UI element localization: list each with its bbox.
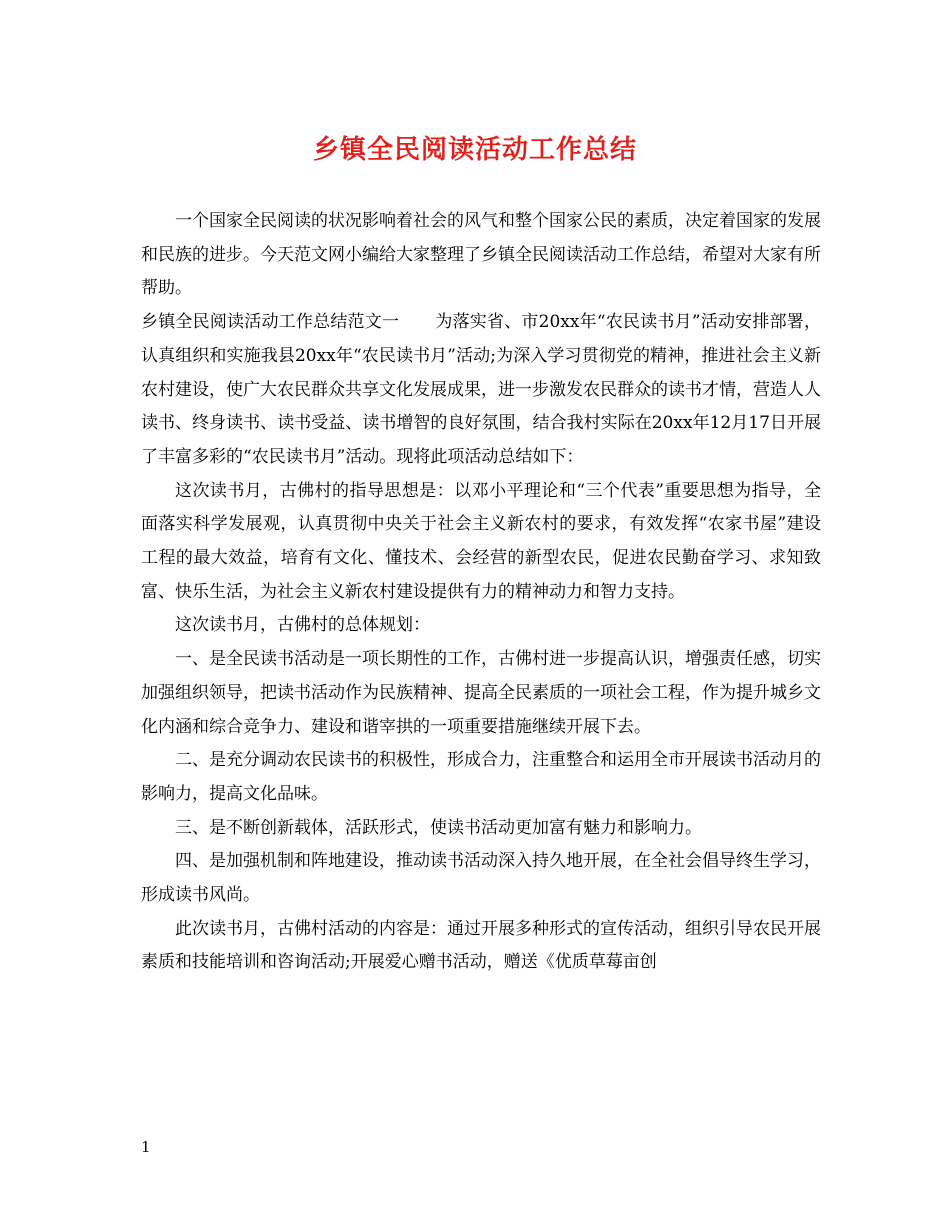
- plan-item-4-paragraph: 四、是加强机制和阵地建设，推动读书活动深入持久地开展，在全社会倡导终生学习，形成读书风尚。: [141, 851, 821, 906]
- document-title: 乡镇全民阅读活动工作总结: [312, 135, 637, 165]
- page-number: 1: [141, 1138, 151, 1156]
- plan-item-1-paragraph: 一、是全民读书活动是一项长期性的工作，古佛村进一步提高认识，增强责任感，切实加强组织领导，把读书活动作为民族精神、提高全民素质的一项社会工程，作为提升城乡文化内涵和综合竞争力、建设和谐宰拱的一项重要措施继续开展下去。: [141, 649, 821, 737]
- section-text: 为落实省、市20xx年“农民读书月”活动安排部署，认真组织和实施我县20xx年“农民读书月”活动;为深入学习贯彻党的精神，推进社会主义新农村建设，使广大农民群众共享文化发展成果，进一步激发农民群众的读书才情，营造人人读书、终身读书、读书受益、读书增智的良好氛围，结合我村实际在20xx年12月17日开展了丰富多彩的“农民读书月”活动。现将此项活动总结如下：: [141, 312, 821, 467]
- section-label: 乡镇全民阅读活动工作总结范文一: [141, 312, 400, 333]
- plan-item-2-paragraph: 二、是充分调动农民读书的积极性，形成合力，注重整合和运用全市开展读书活动月的影响力，提高文化品味。: [141, 750, 821, 804]
- intro-paragraph: 一个国家全民阅读的状况影响着社会的风气和整个国家公民的素质，决定着国家的发展和民族的进步。今天范文网小编给大家整理了乡镇全民阅读活动工作总结，希望对大家有所帮助。: [141, 211, 821, 299]
- section-paragraph: [141, 306, 821, 475]
- activity-content-paragraph: 此次读书月，古佛村活动的内容是：通过开展多种形式的宣传活动，组织引导农民开展素质和技能培训和咨询活动;开展爱心赠书活动，赠送《优质草莓亩创: [141, 918, 821, 973]
- document-body: [141, 205, 821, 980]
- guiding-ideology-paragraph: 这次读书月，古佛村的指导思想是：以邓小平理论和“三个代表”重要思想为指导，全面落实科学发展观，认真贯彻中央关于社会主义新农村的要求，有效发挥“农家书屋”建设工程的最大效益，培育有文化、懂技术、会经营的新型农民，促进农民勤奋学习、求知致富、快乐生活，为社会主义新农村建设提供有力的精神动力和智力支持。: [141, 480, 821, 602]
- plan-item-3-paragraph: 三、是不断创新载体，活跃形式，使读书活动更加富有魅力和影响力。: [175, 817, 702, 838]
- overall-plan-paragraph: 这次读书月，古佛村的总体规划：: [175, 615, 430, 636]
